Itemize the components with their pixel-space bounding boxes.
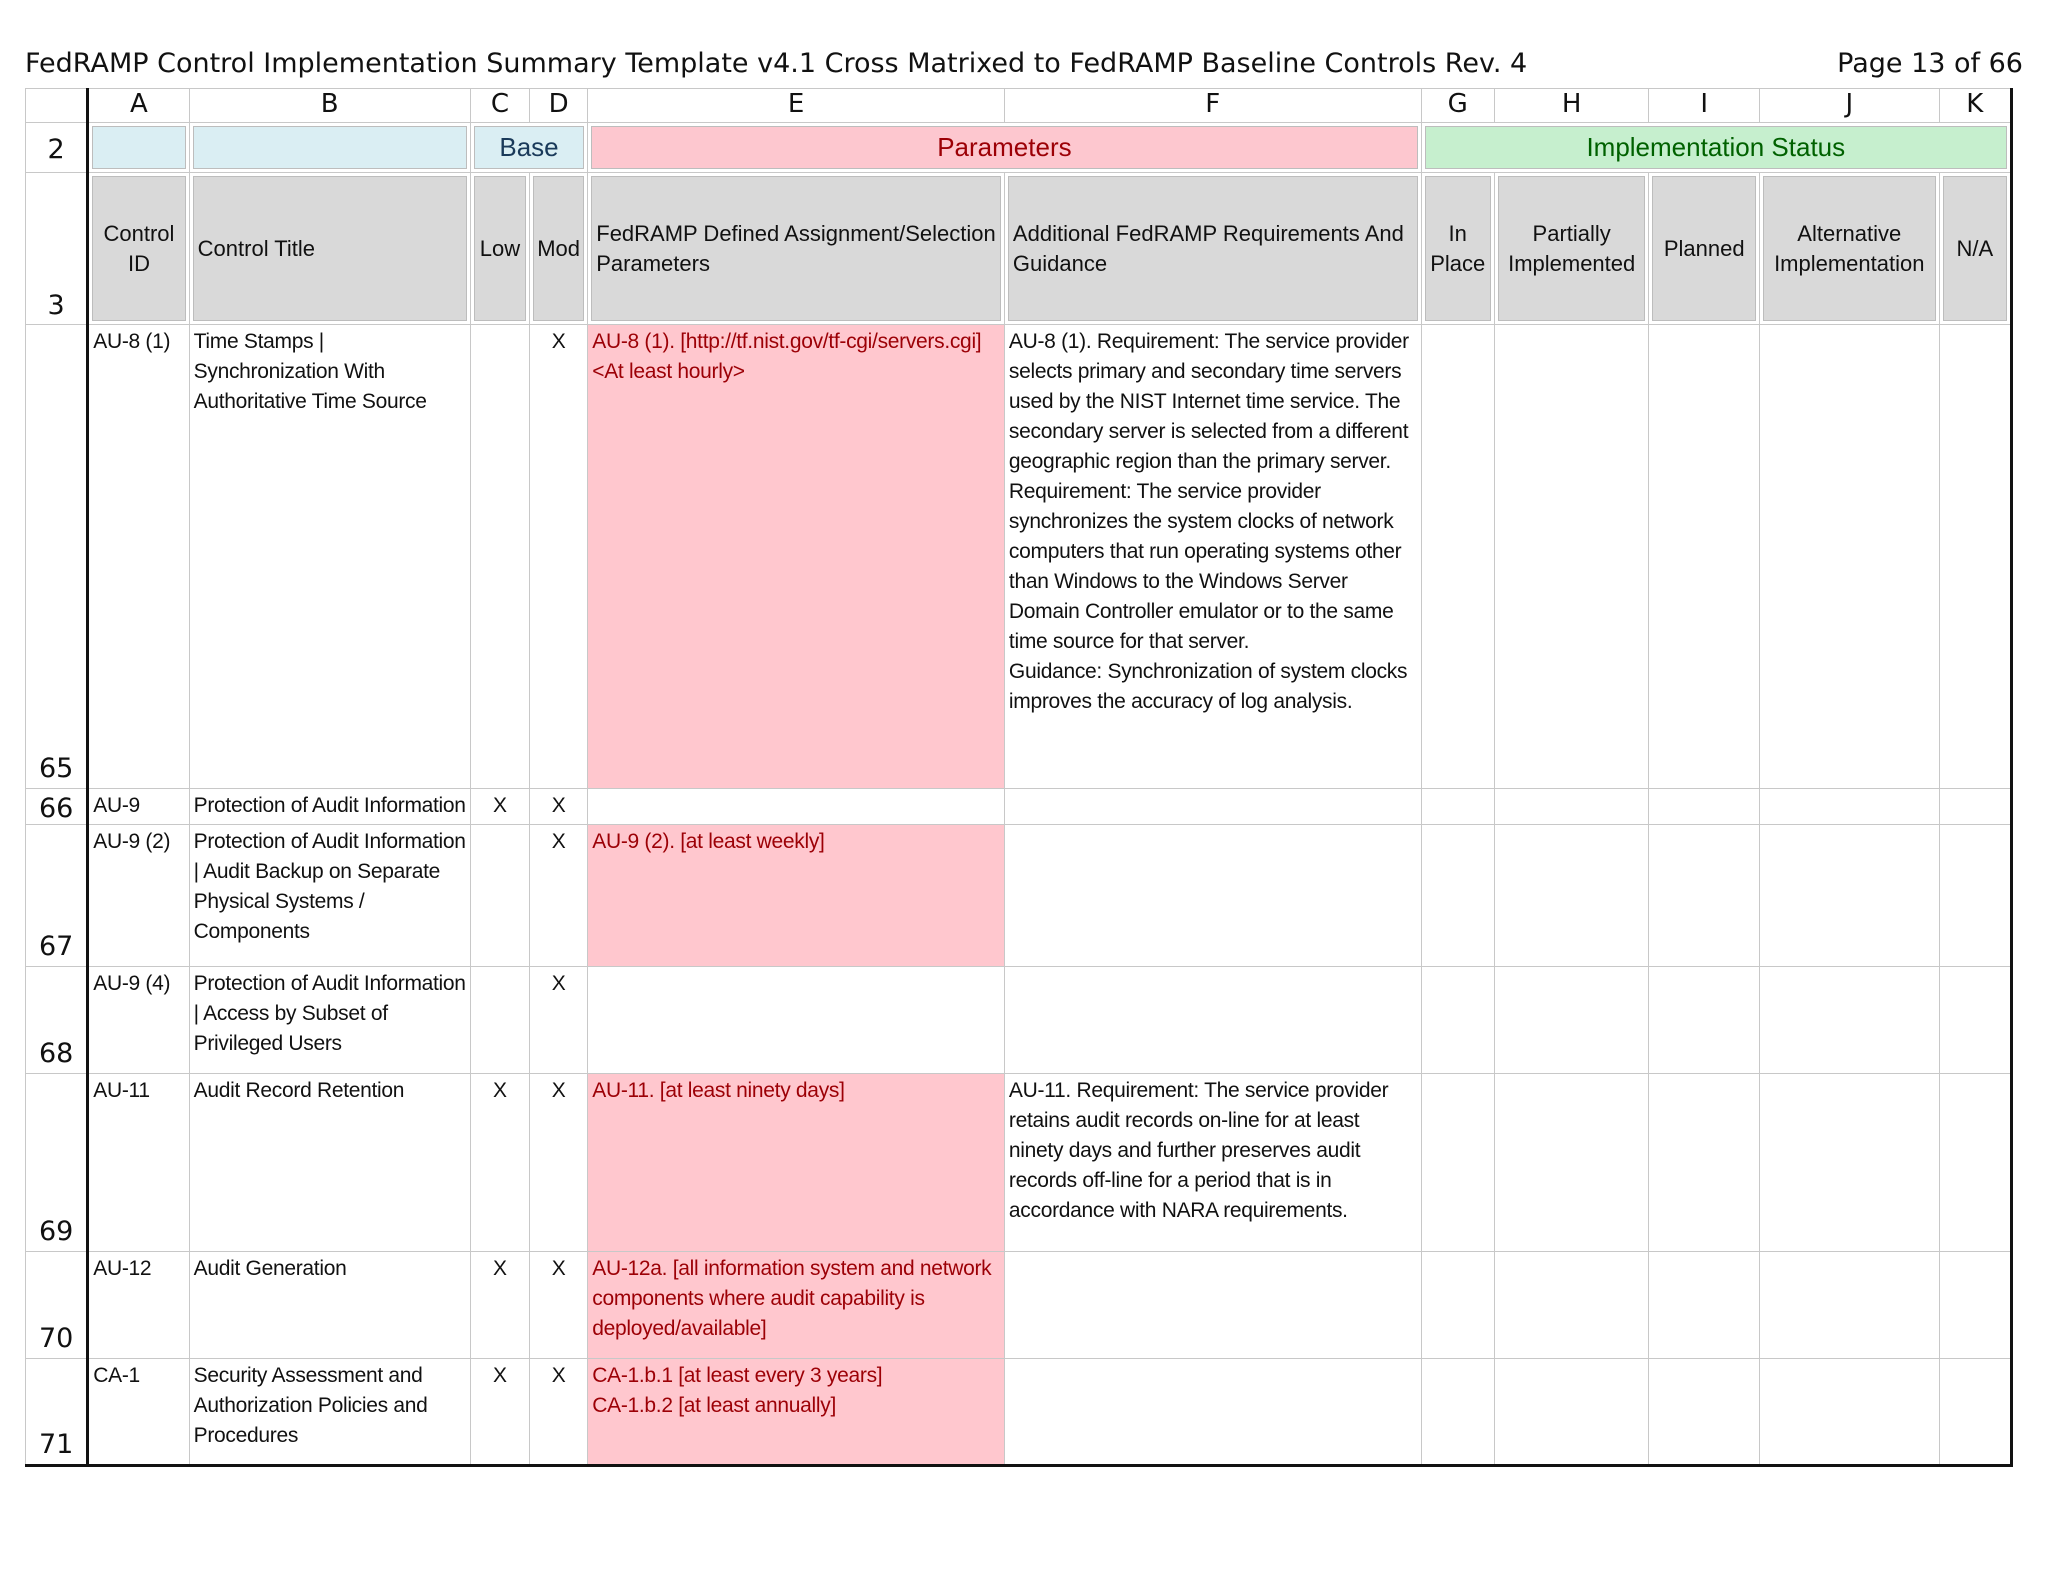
control-id-cell: AU-8 (1)	[88, 325, 189, 789]
control-title-cell: Security Assessment and Authorization Policies and Procedures	[189, 1359, 470, 1466]
row-number: 68	[26, 967, 88, 1074]
group-blank-b	[189, 123, 470, 173]
control-title-cell: Audit Record Retention	[189, 1074, 470, 1252]
in-place-cell	[1421, 325, 1494, 789]
parameters-cell	[588, 967, 1005, 1074]
table-row	[26, 325, 2012, 789]
row-number: 70	[26, 1252, 88, 1359]
alternative-implementation-cell	[1759, 789, 1939, 825]
table-row	[26, 1074, 2012, 1252]
partially-implemented-cell	[1494, 825, 1649, 967]
control-matrix-table	[25, 88, 2013, 1467]
low-cell	[470, 967, 529, 1074]
column-title-row	[26, 173, 2012, 325]
control-id-cell: AU-12	[88, 1252, 189, 1359]
in-place-cell	[1421, 825, 1494, 967]
column-header-k: K	[1939, 89, 2011, 123]
alternative-implementation-cell	[1759, 1359, 1939, 1466]
header-alternative-implementation: Alternative Implementation	[1759, 173, 1939, 325]
row-number: 3	[26, 173, 88, 325]
mod-cell: X	[530, 1252, 588, 1359]
control-title-cell: Audit Generation	[189, 1252, 470, 1359]
na-cell	[1939, 825, 2011, 967]
header-mod: Mod	[530, 173, 588, 325]
low-cell: X	[470, 1252, 529, 1359]
parameters-cell: AU-9 (2). [at least weekly]	[588, 825, 1005, 967]
column-header-i: I	[1649, 89, 1759, 123]
column-header-f: F	[1004, 89, 1421, 123]
corner-cell	[26, 89, 88, 123]
row-number: 66	[26, 789, 88, 825]
header-planned: Planned	[1649, 173, 1759, 325]
column-header-e: E	[588, 89, 1005, 123]
partially-implemented-cell	[1494, 967, 1649, 1074]
control-title-cell: Protection of Audit Information | Audit Backup on Separate Physical Systems / Components	[189, 825, 470, 967]
alternative-implementation-cell	[1759, 1252, 1939, 1359]
group-parameters: Parameters	[588, 123, 1421, 173]
planned-cell	[1649, 325, 1759, 789]
additional-requirements-cell	[1004, 1359, 1421, 1466]
column-letter-row	[26, 89, 2012, 123]
table-row	[26, 825, 2012, 967]
column-header-j: J	[1759, 89, 1939, 123]
mod-cell: X	[530, 967, 588, 1074]
alternative-implementation-cell	[1759, 967, 1939, 1074]
low-cell: X	[470, 1074, 529, 1252]
additional-requirements-cell	[1004, 1252, 1421, 1359]
alternative-implementation-cell	[1759, 1074, 1939, 1252]
control-id-cell: AU-9	[88, 789, 189, 825]
group-blank-a	[88, 123, 189, 173]
column-header-a: A	[88, 89, 189, 123]
planned-cell	[1649, 1074, 1759, 1252]
in-place-cell	[1421, 1359, 1494, 1466]
in-place-cell	[1421, 967, 1494, 1074]
na-cell	[1939, 325, 2011, 789]
in-place-cell	[1421, 1252, 1494, 1359]
header-control-title: Control Title	[189, 173, 470, 325]
alternative-implementation-cell	[1759, 325, 1939, 789]
row-number: 67	[26, 825, 88, 967]
group-header-row	[26, 123, 2012, 173]
low-cell	[470, 825, 529, 967]
column-header-g: G	[1421, 89, 1494, 123]
control-id-cell: AU-9 (2)	[88, 825, 189, 967]
partially-implemented-cell	[1494, 1359, 1649, 1466]
planned-cell	[1649, 1359, 1759, 1466]
planned-cell	[1649, 825, 1759, 967]
page-header	[25, 48, 2023, 84]
in-place-cell	[1421, 789, 1494, 825]
parameters-cell	[588, 789, 1005, 825]
group-base: Base	[470, 123, 587, 173]
na-cell	[1939, 1074, 2011, 1252]
header-partially-implemented: Partially Implemented	[1494, 173, 1649, 325]
additional-requirements-cell: AU-8 (1). Requirement: The service provider selects primary and secondary time servers used by the NIST Internet time service. The secondary server is selected from a different geographic region than the primary server. Requirement: The service provider synchronizes the system clocks of network computers that run operating systems other than Windows to the Windows Server Domain Controller emulator or to the same time source for that server. Guidance: Synchronization of system clocks improves the accuracy of log analysis.	[1004, 325, 1421, 789]
column-header-c: C	[470, 89, 529, 123]
table-row	[26, 1359, 2012, 1466]
additional-requirements-cell	[1004, 825, 1421, 967]
planned-cell	[1649, 967, 1759, 1074]
partially-implemented-cell	[1494, 1074, 1649, 1252]
na-cell	[1939, 1252, 2011, 1359]
document-title: FedRAMP Control Implementation Summary Template v4.1 Cross Matrixed to FedRAMP Baseline Controls Rev. 4	[25, 48, 1528, 79]
control-id-cell: AU-9 (4)	[88, 967, 189, 1074]
control-title-cell: Protection of Audit Information | Access by Subset of Privileged Users	[189, 967, 470, 1074]
low-cell: X	[470, 789, 529, 825]
in-place-cell	[1421, 1074, 1494, 1252]
mod-cell: X	[530, 1359, 588, 1466]
parameters-cell: AU-8 (1). [http://tf.nist.gov/tf-cgi/servers.cgi] <At least hourly>	[588, 325, 1005, 789]
na-cell	[1939, 789, 2011, 825]
mod-cell: X	[530, 789, 588, 825]
control-title-cell: Protection of Audit Information	[189, 789, 470, 825]
parameters-cell: AU-11. [at least ninety days]	[588, 1074, 1005, 1252]
table-row	[26, 789, 2012, 825]
header-additional-requirements: Additional FedRAMP Requirements And Guidance	[1004, 173, 1421, 325]
mod-cell: X	[530, 325, 588, 789]
header-na: N/A	[1939, 173, 2011, 325]
header-parameters: FedRAMP Defined Assignment/Selection Parameters	[588, 173, 1005, 325]
table-row	[26, 967, 2012, 1074]
header-low: Low	[470, 173, 529, 325]
row-number: 65	[26, 325, 88, 789]
page-number: Page 13 of 66	[1837, 48, 2023, 79]
column-header-d: D	[530, 89, 588, 123]
partially-implemented-cell	[1494, 325, 1649, 789]
table-row	[26, 1252, 2012, 1359]
control-title-cell: Time Stamps | Synchronization With Authoritative Time Source	[189, 325, 470, 789]
additional-requirements-cell: AU-11. Requirement: The service provider retains audit records on-line for at least ninety days and further preserves audit records off-line for a period that is in accordance with NARA requirements.	[1004, 1074, 1421, 1252]
parameters-cell: AU-12a. [all information system and network components where audit capability is deployed/available]	[588, 1252, 1005, 1359]
na-cell	[1939, 967, 2011, 1074]
na-cell	[1939, 1359, 2011, 1466]
alternative-implementation-cell	[1759, 825, 1939, 967]
control-id-cell: AU-11	[88, 1074, 189, 1252]
header-control-id: Control ID	[88, 173, 189, 325]
partially-implemented-cell	[1494, 1252, 1649, 1359]
low-cell	[470, 325, 529, 789]
parameters-cell: CA-1.b.1 [at least every 3 years] CA-1.b.2 [at least annually]	[588, 1359, 1005, 1466]
header-in-place: In Place	[1421, 173, 1494, 325]
column-header-h: H	[1494, 89, 1649, 123]
additional-requirements-cell	[1004, 789, 1421, 825]
group-implementation-status: Implementation Status	[1421, 123, 2011, 173]
planned-cell	[1649, 789, 1759, 825]
mod-cell: X	[530, 1074, 588, 1252]
control-id-cell: CA-1	[88, 1359, 189, 1466]
row-number: 2	[26, 123, 88, 173]
partially-implemented-cell	[1494, 789, 1649, 825]
additional-requirements-cell	[1004, 967, 1421, 1074]
row-number: 69	[26, 1074, 88, 1252]
mod-cell: X	[530, 825, 588, 967]
column-header-b: B	[189, 89, 470, 123]
row-number: 71	[26, 1359, 88, 1466]
planned-cell	[1649, 1252, 1759, 1359]
low-cell: X	[470, 1359, 529, 1466]
